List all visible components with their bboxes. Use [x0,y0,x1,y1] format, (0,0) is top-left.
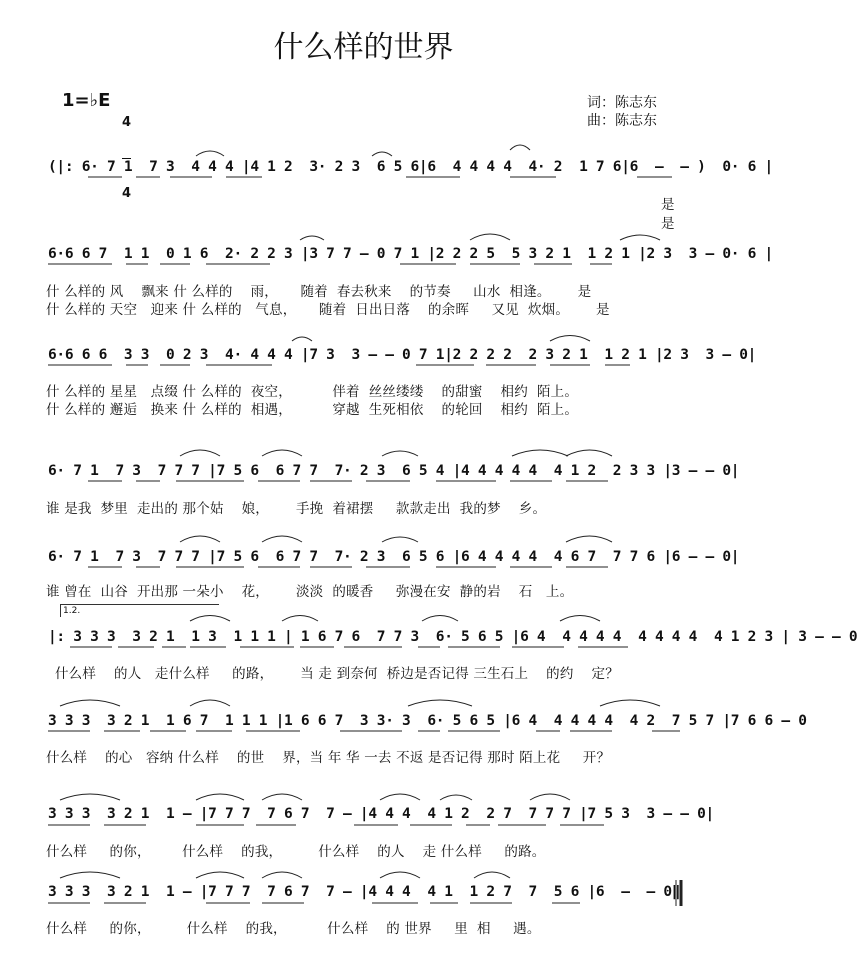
slur [190,616,230,622]
time-signature-top: 4 [122,115,132,130]
slur [372,152,392,156]
slur [600,700,660,706]
slur [440,795,472,800]
time-signature-bottom: 4 [122,186,132,201]
lyric-line-6: 什么样 的人 走什么样 的路， 当 走 到奈何 桥边是否记得 三生石上 的约 定？ [46,666,619,682]
slur [262,450,302,456]
notation-line-2: 6·6 6 7 1 1 0 1 6 2· 2 2 3 |3 7 7 – 0 7 1 |2 2 2 5 5 3 2 1 1 2 1 |2 3 3 – 0· 6 | [48,246,773,262]
slur [292,337,312,341]
slur [560,616,600,622]
slur [190,700,230,706]
slur [262,794,302,800]
slur [196,872,244,878]
slur [566,450,612,456]
slur [530,794,570,800]
composer-credit: 曲：陈志东 [587,113,657,129]
slur [60,872,120,878]
notation-line-9: 3 3 3 3 2 1 1 – |7 7 7 7 6 7 7 – |4 4 4 4 1 1 2 7 7 5 6 |6 – – 0‖ [48,884,681,900]
slur [620,235,660,240]
notation-line-8: 3 3 3 3 2 1 1 – |7 7 7 7 6 7 7 – |4 4 4 4 1 2 2 7 7 7 7 |7 5 3 3 – – 0| [48,806,714,822]
lyric-line-8: 什么样 的你， 什么样 的我， 什么样 的人 走 什么样 的路。 [46,844,546,860]
lyricist-credit: 词：陈志东 [587,95,657,111]
slur [512,450,568,456]
slur [180,536,220,542]
side-lyric-2: 是 [661,216,675,232]
slur [550,336,590,342]
lyric-line-2b: 什 么样的 天空 迎来 什 么样的 气息， 随着 日出日落 的余晖 又见 炊烟。 是 [46,302,610,318]
slur [408,700,472,706]
slur [196,794,244,800]
notation-line-5: 6· 7 1 7 3 7 7 7 |7 5 6 6 7 7 7· 2 3 6 5 6 |6 4 4 4 4 4 6 7 7 7 6 |6 – – 0| [48,549,740,565]
lyric-line-4: 谁 是我 梦里 走出的 那个姑 娘， 手挽 着裙摆 款款走出 我的梦 乡。 [46,501,547,517]
lyric-line-5: 谁 曾在 山谷 开出那 一朵小 花， 淡淡 的暖香 弥漫在安 静的岩 石 上。 [46,584,574,600]
slur [180,450,220,456]
key-signature: 1=♭E [62,90,111,111]
lyric-line-3b: 什 么样的 邂逅 换来 什 么样的 相遇， 穿越 生死相依 的轮回 相约 陌上。 [46,402,579,418]
lyric-line-9: 什么样 的你， 什么样 的我， 什么样 的 世界 里 相 遇。 [46,921,541,937]
slur [382,451,418,456]
slur [196,151,224,156]
slur [300,236,324,240]
notation-line-4: 6· 7 1 7 3 7 7 7 |7 5 6 6 7 7 7· 2 3 6 5 4 |4 4 4 4 4 4 1 2 2 3 3 |3 – – 0| [48,463,740,479]
lyric-line-2a: 什 么样的 风 飘来 什 么样的 雨， 随着 春去秋来 的节奏 山水 相逢。 是 [46,284,592,300]
lyric-line-7: 什么样 的心 容纳 什么样 的世 界，当 年 华 一去 不返 是否记得 那时 陌上花 开？ [46,750,611,766]
volta-bracket: 1.2. [60,604,219,617]
song-title: 什么样的世界 [273,30,454,65]
slur [382,537,418,542]
slur [60,794,120,800]
slur [510,145,530,150]
slur [60,700,120,706]
slur [422,616,458,622]
notation-line-6: |: 3 3 3 3 2 1 1 3 1 1 1 | 1 6 7 6 7 7 3 6· 5 6 5 |6 4 4 4 4 4 4 4 4 4 4 1 2 3 | 3 – – 0 [48,629,857,645]
slur [282,616,318,622]
lyric-line-3a: 什 么样的 星星 点缀 什 么样的 夜空， 伴着 丝丝缕缕 的甜蜜 相约 陌上。 [46,384,579,400]
slur [262,536,302,542]
slur [380,872,420,878]
slur [262,872,302,878]
notation-line-7: 3 3 3 3 2 1 1 6 7 1 1 1 |1 6 6 7 3 3· 3 6· 5 6 5 |6 4 4 4 4 4 4 2 7 5 7 |7 6 6 – 0 [48,713,807,729]
slur [566,536,612,542]
notation-line-1: (|: 6· 7 1 7 3 4 4 4 |4 1 2 3· 2 3 6 5 6|6 4 4 4 4 4· 2 1 7 6|6 – – ) 0· 6 | [48,159,773,175]
slur [474,872,510,878]
side-lyric-1: 是 [661,197,675,213]
notation-line-3: 6·6 6 6 3 3 0 2 3 4· 4 4 4 |7 3 3 – – 0 7 1|2 2 2 2 2 3 2 1 1 2 1 |2 3 3 – 0| [48,347,757,363]
slur [380,794,420,800]
slur [470,234,510,240]
